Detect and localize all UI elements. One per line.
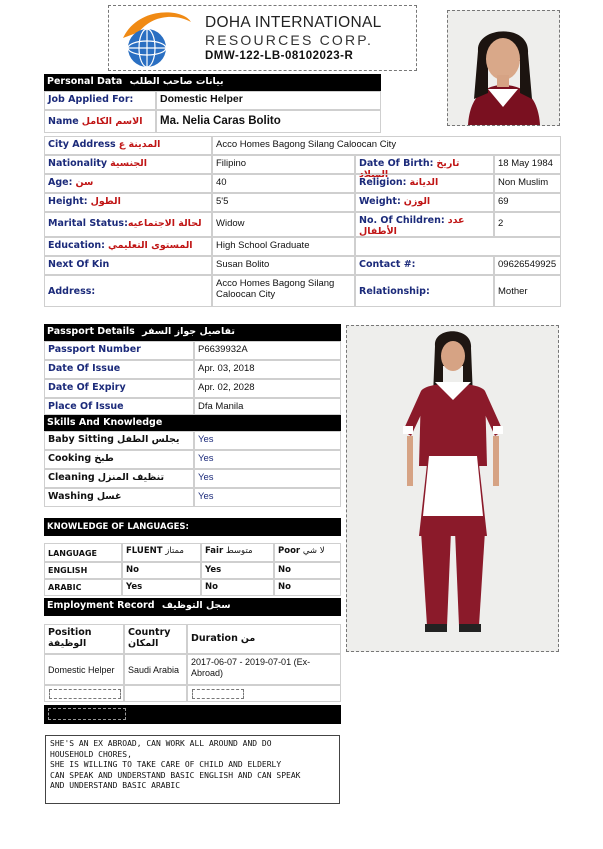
religion-value: Non Muslim <box>494 174 561 193</box>
skill-value-washing: Yes <box>194 488 341 507</box>
emp-col-position: Position <box>48 627 92 638</box>
agency-name-line2: RESOURCES CORP. <box>205 32 374 48</box>
skill-label: Baby Sitting <box>48 434 114 445</box>
city-label-cell <box>44 136 212 155</box>
emp-blank-cell <box>44 685 124 702</box>
skill-row <box>44 488 194 507</box>
skill-value-cooking: Yes <box>194 450 341 469</box>
passport-header <box>44 324 341 341</box>
weight-label: Weight: <box>359 196 401 207</box>
issue-date-value: Apr. 03, 2018 <box>194 360 341 379</box>
dob-value: 18 May 1984 <box>494 155 561 174</box>
children-label: No. Of Children: <box>359 215 445 226</box>
remarks-line: SHE'S AN EX ABROAD, CAN WORK ALL AROUND AND DO <box>50 739 272 748</box>
employment-footer-bar <box>44 705 341 724</box>
expiry-date-value: Apr. 02, 2028 <box>194 379 341 398</box>
education-blank-cell <box>355 237 561 256</box>
emp-col-position-cell <box>44 624 124 654</box>
education-value: High School Graduate <box>212 237 355 256</box>
height-value: 5'5 <box>212 193 355 212</box>
lang-col-fluent-cell <box>122 543 201 562</box>
lang-row-fluent: Yes <box>122 579 201 596</box>
marital-label: Marital Status: <box>48 218 128 229</box>
marital-value: Widow <box>212 212 355 237</box>
personal-data-title: Personal Data <box>47 76 123 87</box>
headshot-photo <box>447 10 560 126</box>
job-value: Domestic Helper <box>156 91 381 110</box>
lang-row-poor: No <box>274 579 341 596</box>
age-value: 40 <box>212 174 355 193</box>
city-label: City Address <box>48 139 116 150</box>
nationality-label-cell <box>44 155 212 174</box>
remarks-line: CAN SPEAK AND UNDERSTAND BASIC ENGLISH AND CAN SPEAK <box>50 770 301 780</box>
nationality-label: Nationality <box>48 158 108 169</box>
kin-value: Susan Bolito <box>212 256 355 275</box>
emp-blank-cell <box>187 685 341 702</box>
height-label: Height: <box>48 196 88 207</box>
skill-label-ar: غسل <box>96 491 122 502</box>
city-label-ar: المدينة ع <box>118 139 161 150</box>
nationality-label-ar: الجنسية <box>110 158 147 169</box>
globe-swoosh-logo-icon <box>113 8 195 70</box>
religion-label-cell <box>355 174 494 193</box>
dob-label: Date Of Birth: <box>359 158 434 169</box>
lang-col-fair-ar: متوسط <box>225 546 253 556</box>
personal-data-title-ar: بيانات صاحب الطلب <box>129 76 224 87</box>
employment-title: Employment Record <box>47 600 155 611</box>
languages-header: KNOWLEDGE OF LANGUAGES: <box>44 518 341 536</box>
contact-label: Contact #: <box>355 256 494 275</box>
place-issue-value: Dfa Manila <box>194 398 341 415</box>
emp-row-position: Domestic Helper <box>44 654 124 685</box>
emp-blank-field <box>49 689 121 699</box>
age-label: Age: <box>48 177 73 188</box>
lang-col-fluent-ar: ممتاز <box>165 546 184 556</box>
name-label: Name <box>48 116 79 127</box>
emp-col-country-cell <box>124 624 187 654</box>
contact-value: 09626549925 <box>494 256 561 275</box>
height-label-cell <box>44 193 212 212</box>
skill-label: Cleaning <box>48 472 95 483</box>
height-label-ar: الطول <box>90 196 121 207</box>
place-issue-label: Place Of Issue <box>44 398 194 415</box>
religion-label: Religion: <box>359 177 407 188</box>
age-label-cell <box>44 174 212 193</box>
emp-col-duration-cell <box>187 624 341 654</box>
education-label-cell <box>44 237 212 256</box>
remarks-box <box>45 735 340 804</box>
lang-row-fair: No <box>201 579 274 596</box>
skill-row <box>44 450 194 469</box>
name-value: Ma. Nelia Caras Bolito <box>156 110 381 133</box>
expiry-date-label: Date Of Expiry <box>44 379 194 398</box>
skill-value-cleaning: Yes <box>194 469 341 488</box>
lang-row-fluent: No <box>122 562 201 579</box>
lang-row-poor: No <box>274 562 341 579</box>
lang-col-fair: Fair <box>205 546 224 556</box>
city-value: Acco Homes Bagong Silang Caloocan City <box>212 136 561 155</box>
skill-row <box>44 469 194 488</box>
skills-header: Skills And Knowledge <box>44 415 341 431</box>
passport-title: Passport Details <box>47 326 135 337</box>
lang-col-poor: Poor <box>278 546 301 556</box>
name-label-ar: الاسم الكامل <box>81 116 143 127</box>
passport-number-value: P6639932A <box>194 341 341 360</box>
dob-label-ar: تاريخ الميلاد <box>359 158 460 180</box>
skill-label: Washing <box>48 491 94 502</box>
marital-label-ar: لحالة الاجتماعيه <box>127 218 202 229</box>
skill-label: Cooking <box>48 453 92 464</box>
weight-label-ar: الوزن <box>403 196 431 207</box>
emp-col-position-ar: الوظيفة <box>48 638 87 649</box>
skill-label-ar: يجلس الطفل <box>116 434 180 445</box>
job-label: Job Applied For: <box>44 91 156 110</box>
education-label: Education: <box>48 240 105 251</box>
skill-value-babysitting: Yes <box>194 431 341 450</box>
lang-row-language: ARABIC <box>44 579 122 596</box>
lang-col-fair-cell <box>201 543 274 562</box>
passport-number-label: Passport Number <box>44 341 194 360</box>
kin-label: Next Of Kin <box>44 256 212 275</box>
lang-col-poor-cell <box>274 543 341 562</box>
agency-name-line1: DOHA INTERNATIONAL <box>205 14 382 31</box>
passport-title-ar: تفاصيل جواز السفر <box>142 326 235 337</box>
emp-row-country: Saudi Arabia <box>124 654 187 685</box>
religion-label-ar: الديانة <box>409 177 439 188</box>
employment-header <box>44 598 341 616</box>
skill-label-ar: طبخ <box>94 453 114 464</box>
remarks-line: AND UNDERSTAND BASIC ARABIC <box>50 781 181 790</box>
children-label-cell <box>355 212 494 237</box>
weight-value: 69 <box>494 193 561 212</box>
education-label-ar: المستوى التعليمي <box>108 240 193 251</box>
relationship-label: Relationship: <box>355 275 494 307</box>
lang-row-language: ENGLISH <box>44 562 122 579</box>
remarks-line: HOUSEHOLD CHORES, <box>50 749 132 759</box>
personal-data-header <box>44 74 381 91</box>
address-value: Acco Homes Bagong Silang Caloocan City <box>212 275 355 307</box>
lang-col-language: LANGUAGE <box>44 543 122 562</box>
lang-col-fluent: FLUENT <box>126 546 163 556</box>
emp-row-duration: 2017-06-07 - 2019-07-01 (Ex-Abroad) <box>187 654 341 685</box>
agency-code: DMW-122-LB-08102023-R <box>205 50 354 62</box>
age-label-ar: سن <box>75 177 94 188</box>
emp-col-country-ar: المكان <box>128 638 159 649</box>
marital-label-cell <box>44 212 212 237</box>
lang-row-fair: Yes <box>201 562 274 579</box>
issue-date-label: Date Of Issue <box>44 360 194 379</box>
emp-col-duration-ar: من <box>240 633 256 644</box>
weight-label-cell <box>355 193 494 212</box>
name-label-cell <box>44 110 156 133</box>
dob-label-cell <box>355 155 494 180</box>
employment-title-ar: سجل التوظيف <box>161 600 231 611</box>
emp-blank-field <box>192 689 244 699</box>
full-body-photo <box>346 325 559 652</box>
emp-col-duration: Duration <box>191 633 238 644</box>
nationality-value: Filipino <box>212 155 355 174</box>
address-label: Address: <box>44 275 212 307</box>
agency-header <box>108 5 417 71</box>
emp-blank-cell <box>124 685 187 702</box>
children-value: 2 <box>494 212 561 237</box>
footer-blank-field <box>48 708 126 720</box>
remarks-line: SHE IS WILLING TO TAKE CARE OF CHILD AND ELDERLY <box>50 760 282 769</box>
skill-row <box>44 431 194 450</box>
skill-label-ar: تنظيف المنزل <box>97 472 165 483</box>
relationship-value: Mother <box>494 275 561 307</box>
lang-col-poor-ar: لا شي <box>302 546 325 556</box>
emp-col-country: Country <box>128 627 171 638</box>
children-label-ar: عدد الأطفال <box>359 215 465 237</box>
